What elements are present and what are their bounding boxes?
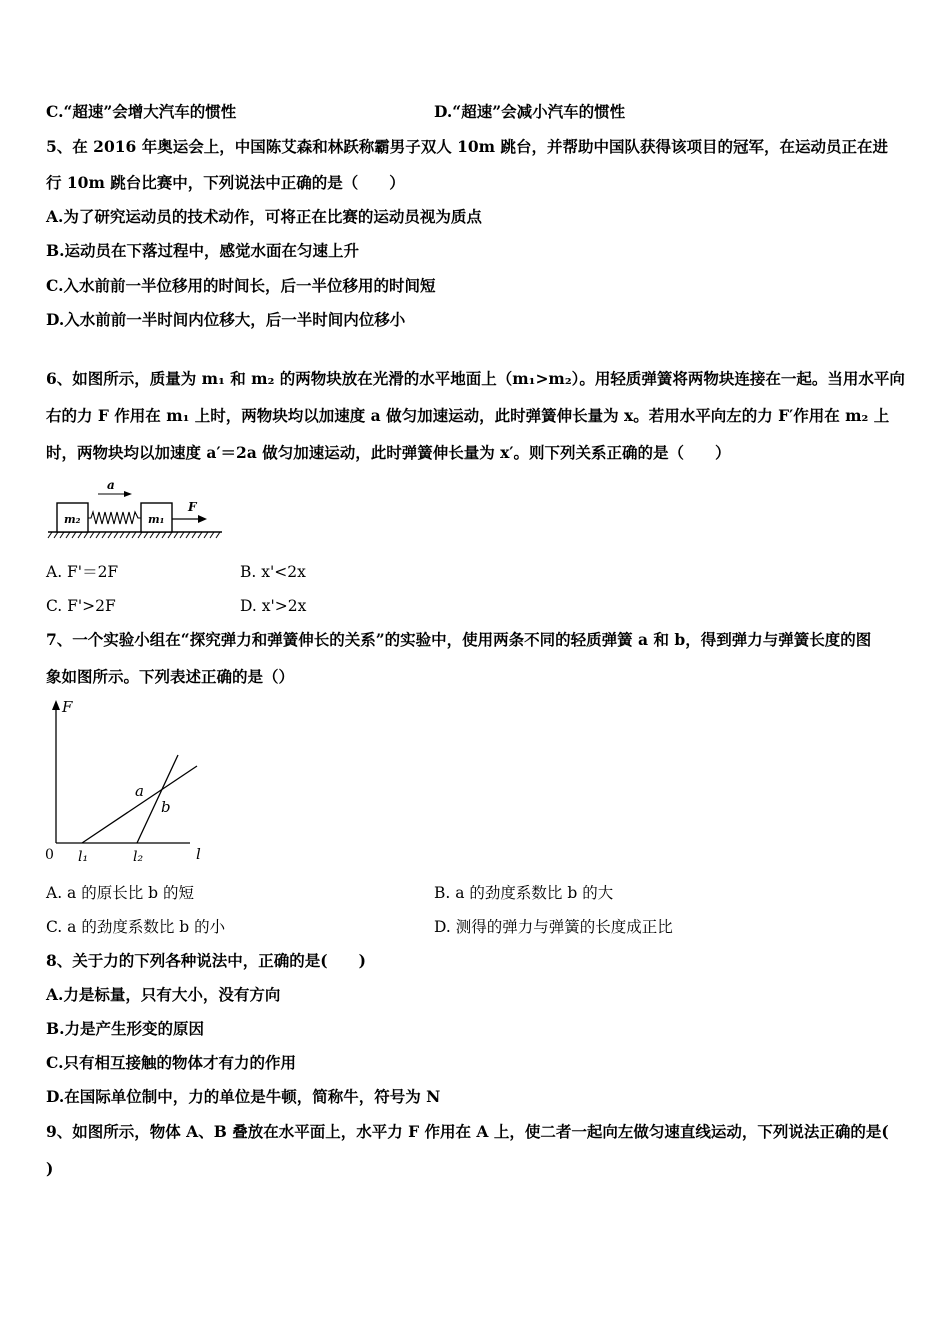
- q4-option-d: D.“超速”会减小汽车的惯性: [434, 102, 626, 121]
- q5-option-b: B.运动员在下落过程中，感觉水面在匀速上升: [46, 241, 359, 260]
- q7-option-d: D. 测得的弹力与弹簧的长度成正比: [434, 918, 673, 936]
- q6-option-b: B. x'<2x: [240, 563, 306, 581]
- q6-stem-line3: 时，两物块均以加速度 a′＝2a 做匀加速运动，此时弹簧伸长量为 x′。则下列关系正确的是（ ）: [46, 443, 731, 462]
- q5-option-a: A.为了研究运动员的技术动作，可将正在比赛的运动员视为质点: [46, 207, 482, 226]
- acceleration-label: a: [107, 478, 115, 492]
- q6-option-d: D. x'>2x: [240, 597, 307, 615]
- q8-option-c: C.只有相互接触的物体才有力的作用: [46, 1053, 296, 1072]
- q6-option-a: A. F'＝2F: [46, 563, 119, 581]
- q7-stem-line2: 象如图所示。下列表述正确的是（）: [46, 667, 295, 686]
- x-axis-label: l: [196, 845, 201, 863]
- q9-stem-line2: ): [46, 1159, 54, 1178]
- q8-option-a: A.力是标量，只有大小，没有方向: [46, 985, 281, 1004]
- q7-stem-line1: 7、一个实验小组在“探究弹力和弹簧伸长的关系”的实验中，使用两条不同的轻质弹簧 a 和 b，得到弹力与弹簧长度的图: [46, 630, 872, 649]
- line-a-label: a: [135, 782, 144, 800]
- q5-option-c: C.入水前前一半位移用的时间长，后一半位移用的时间短: [46, 276, 436, 295]
- l1-tick-label: l₁: [78, 849, 89, 865]
- line-a: [82, 766, 197, 843]
- q6-spring-blocks-figure: [46, 476, 226, 542]
- q5-option-d: D.入水前前一半时间内位移大，后一半时间内位移小: [46, 310, 406, 329]
- force-arrow-head: [198, 515, 207, 523]
- q8-option-b: B.力是产生形变的原因: [46, 1019, 204, 1038]
- force-label: F: [188, 500, 197, 514]
- q7-force-length-graph: [40, 695, 215, 870]
- q7-option-c: C. a 的劲度系数比 b 的小: [46, 918, 226, 936]
- q8-option-d: D.在国际单位制中，力的单位是牛顿，简称牛，符号为 N: [46, 1087, 441, 1106]
- y-axis-label: F: [62, 698, 73, 716]
- q5-stem-line2: 行 10m 跳台比赛中，下列说法中正确的是（ ）: [46, 173, 405, 192]
- acceleration-arrow-head: [124, 491, 132, 497]
- q6-stem-line2: 右的力 F 作用在 m₁ 上时，两物块均以加速度 a 做匀加速运动，此时弹簧伸长量为 x。若用水平向左的力 F′作用在 m₂ 上: [46, 406, 890, 425]
- spring: [88, 512, 141, 524]
- origin-label: 0: [45, 847, 54, 863]
- block-m1-label: m₁: [148, 513, 165, 526]
- q4-option-c: C.“超速”会增大汽车的惯性: [46, 102, 237, 121]
- l2-tick-label: l₂: [133, 849, 144, 865]
- q6-option-c: C. F'>2F: [46, 597, 116, 615]
- line-b-label: b: [161, 798, 171, 816]
- q8-stem: 8、关于力的下列各种说法中，正确的是( ): [46, 951, 366, 970]
- q9-stem-line1: 9、如图所示，物体 A、B 叠放在水平面上，水平力 F 作用在 A 上，使二者一起向左做匀速直线运动，下列说法正确的是(: [46, 1122, 889, 1141]
- q5-stem-line1: 5、在 2016 年奥运会上，中国陈艾森和林跃称霸男子双人 10m 跳台，并帮助中国队获得该项目的冠军，在运动员正在进: [46, 137, 888, 156]
- q6-stem-line1: 6、如图所示，质量为 m₁ 和 m₂ 的两物块放在光滑的水平地面上（m₁>m₂）。用轻质弹簧将两物块连接在一起。当用水平向: [46, 369, 905, 388]
- q7-option-a: A. a 的原长比 b 的短: [46, 884, 194, 902]
- y-axis-arrow: [52, 700, 60, 710]
- block-m2-label: m₂: [64, 513, 81, 526]
- q7-option-b: B. a 的劲度系数比 b 的大: [434, 884, 614, 902]
